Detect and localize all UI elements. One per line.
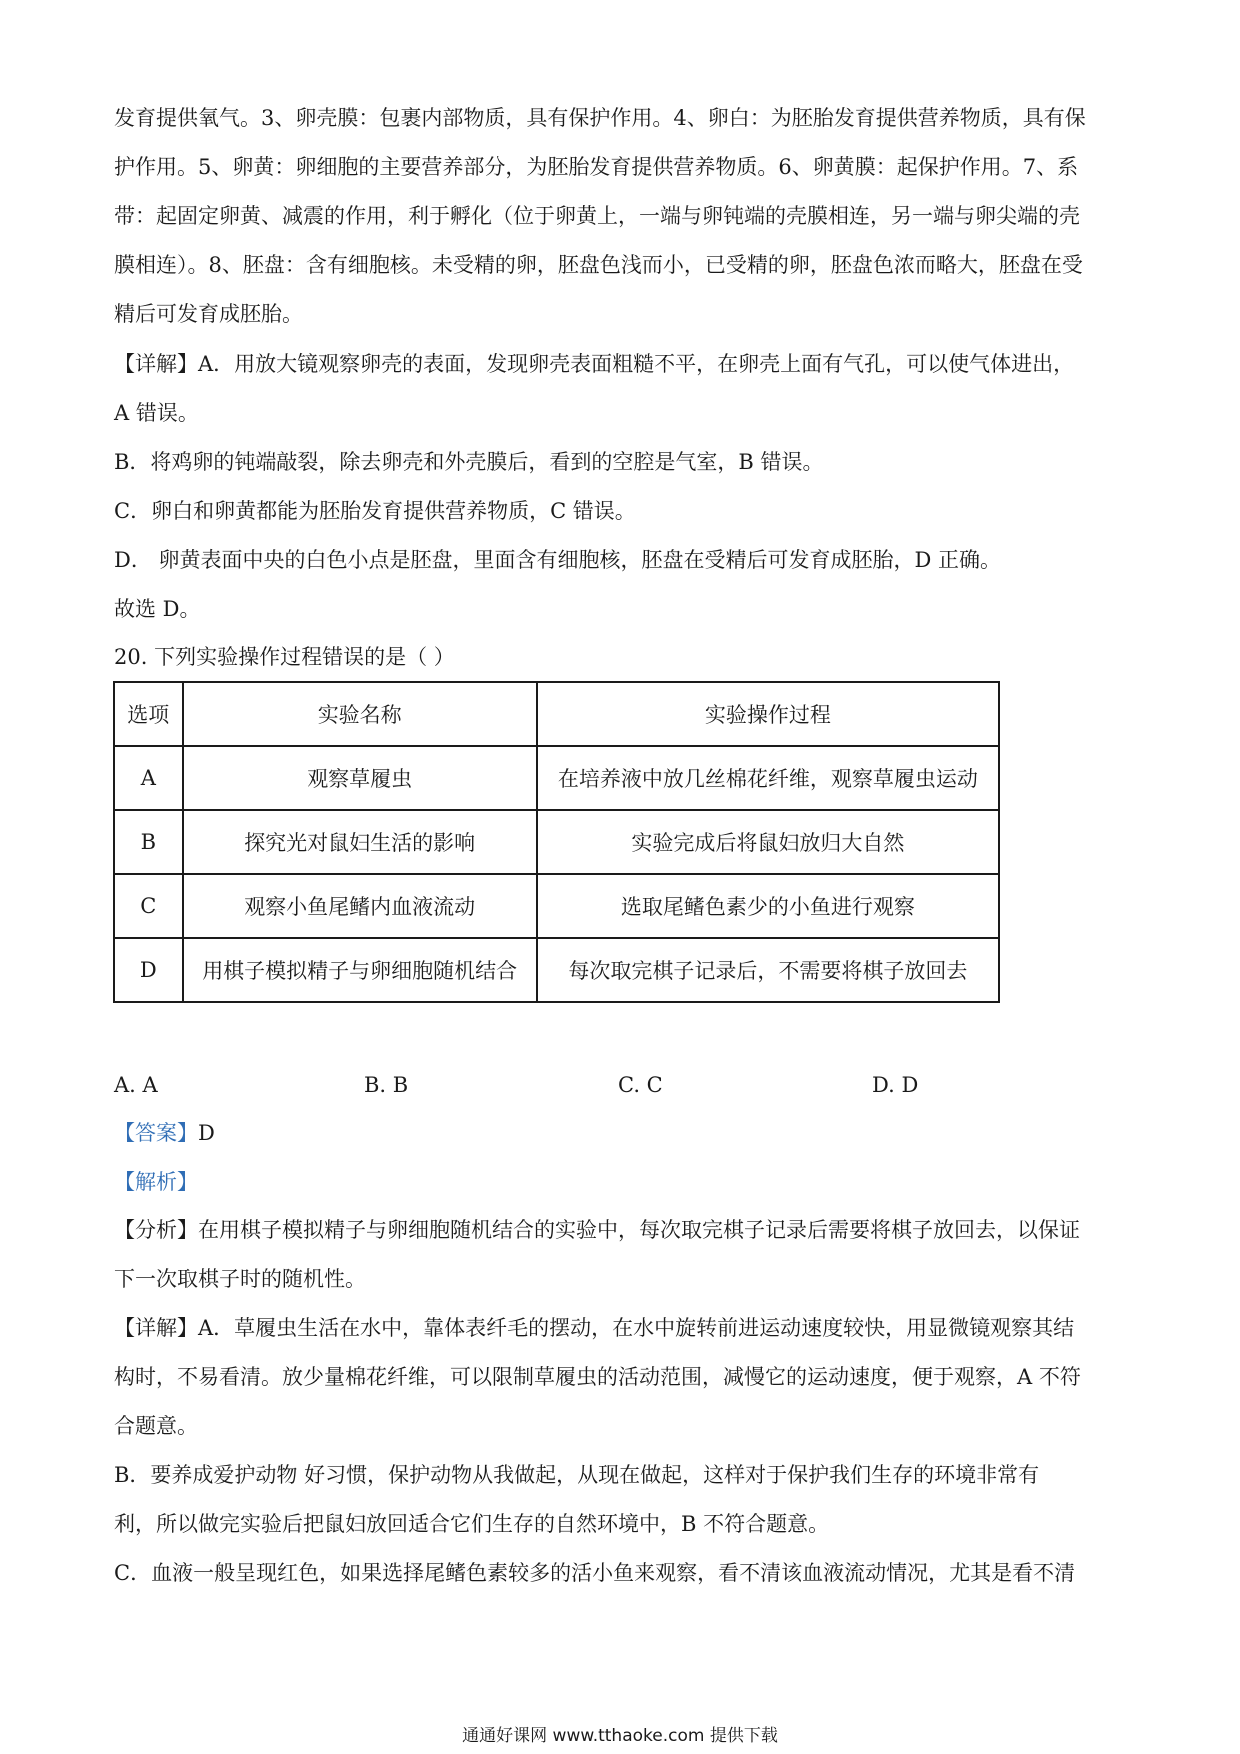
text-line: 合题意。 — [114, 1414, 198, 1438]
text-line: 发育提供氧气。3、卵壳膜：包裹内部物质，具有保护作用。4、卵白：为胚胎发育提供营养物质，具有保 — [114, 106, 1086, 130]
analysis-label: 【解析】 — [114, 1170, 198, 1194]
text-line: B．要养成爱护动物 好习惯，保护动物从我做起，从现在做起，这样对于保护我们生存的环境非常有 — [114, 1463, 1040, 1487]
text-line: 【详解】A．草履虫生活在水中，靠体表纤毛的摆动，在水中旋转前进运动速度较快，用显微镜观察其结 — [114, 1316, 1075, 1340]
table-cell: 每次取完棋子记录后，不需要将棋子放回去 — [537, 938, 999, 1002]
table-header-cell: 实验名称 — [183, 682, 537, 746]
text-line: 膜相连）。8、胚盘：含有细胞核。未受精的卵，胚盘色浅而小，已受精的卵，胚盘色浓而略大，胚盘在受 — [114, 253, 1083, 277]
text-line: D． 卵黄表面中央的白色小点是胚盘，里面含有细胞核，胚盘在受精后可发育成胚胎，D 正确。 — [114, 548, 1002, 572]
table-cell: D — [114, 938, 183, 1002]
text-line: A 错误。 — [114, 401, 199, 425]
text-line: 构时，不易看清。放少量棉花纤维，可以限制草履虫的活动范围，减慢它的运动速度，便于观察，A 不符 — [114, 1365, 1081, 1389]
table-cell: 探究光对鼠妇生活的影响 — [183, 810, 537, 874]
text-line: 护作用。5、卵黄：卵细胞的主要营养部分，为胚胎发育提供营养物质。6、卵黄膜：起保护作用。7、系 — [114, 155, 1079, 179]
table-cell: 实验完成后将鼠妇放归大自然 — [537, 810, 999, 874]
table-header-cell: 选项 — [114, 682, 183, 746]
text-line: B．将鸡卵的钝端敲裂，除去卵壳和外壳膜后，看到的空腔是气室，B 错误。 — [114, 450, 824, 474]
table-cell: 在培养液中放几丝棉花纤维，观察草履虫运动 — [537, 746, 999, 810]
option-c: C. C — [618, 1073, 663, 1097]
answer-line — [114, 1119, 1134, 1147]
page-footer: 通通好课网 www.tthaoke.com 提供下载 — [462, 1726, 778, 1746]
option-a: A. A — [114, 1073, 158, 1097]
answer-value: D — [198, 1121, 215, 1145]
answer-label: 【答案】 — [114, 1121, 198, 1145]
text-line: 下一次取棋子时的随机性。 — [114, 1267, 366, 1291]
table-row — [114, 874, 999, 938]
text-line: C．血液一般呈现红色，如果选择尾鳍色素较多的活小鱼来观察，看不清该血液流动情况，尤其是看不清 — [114, 1561, 1076, 1585]
table-cell: A — [114, 746, 183, 810]
text-line: 【详解】A．用放大镜观察卵壳的表面，发现卵壳表面粗糙不平，在卵壳上面有气孔，可以使气体进出， — [114, 352, 1075, 376]
text-line: 故选 D。 — [114, 597, 201, 621]
table-cell: 观察小鱼尾鳍内血液流动 — [183, 874, 537, 938]
text-line: 精后可发育成胚胎。 — [114, 302, 303, 326]
option-b: B. B — [364, 1073, 409, 1097]
table-cell: 用棋子模拟精子与卵细胞随机结合 — [183, 938, 537, 1002]
experiment-table — [113, 681, 1000, 1003]
table-row — [114, 746, 999, 810]
table-cell: 观察草履虫 — [183, 746, 537, 810]
table-cell: B — [114, 810, 183, 874]
table-row — [114, 810, 999, 874]
table-row — [114, 938, 999, 1002]
text-line: 带：起固定卵黄、减震的作用，利于孵化（位于卵黄上，一端与卵钝端的壳膜相连，另一端与卵尖端的壳 — [114, 204, 1080, 228]
option-d: D. D — [872, 1073, 919, 1097]
table-header-cell: 实验操作过程 — [537, 682, 999, 746]
text-line: C．卵白和卵黄都能为胚胎发育提供营养物质，C 错误。 — [114, 499, 636, 523]
table-header-row — [114, 682, 999, 746]
text-line: 利，所以做完实验后把鼠妇放回适合它们生存的自然环境中，B 不符合题意。 — [114, 1512, 830, 1536]
table-cell: C — [114, 874, 183, 938]
table-cell: 选取尾鳍色素少的小鱼进行观察 — [537, 874, 999, 938]
question-stem: 20. 下列实验操作过程错误的是（ ） — [114, 645, 455, 669]
text-line: 【分析】在用棋子模拟精子与卵细胞随机结合的实验中，每次取完棋子记录后需要将棋子放回去，以保证 — [114, 1218, 1080, 1242]
